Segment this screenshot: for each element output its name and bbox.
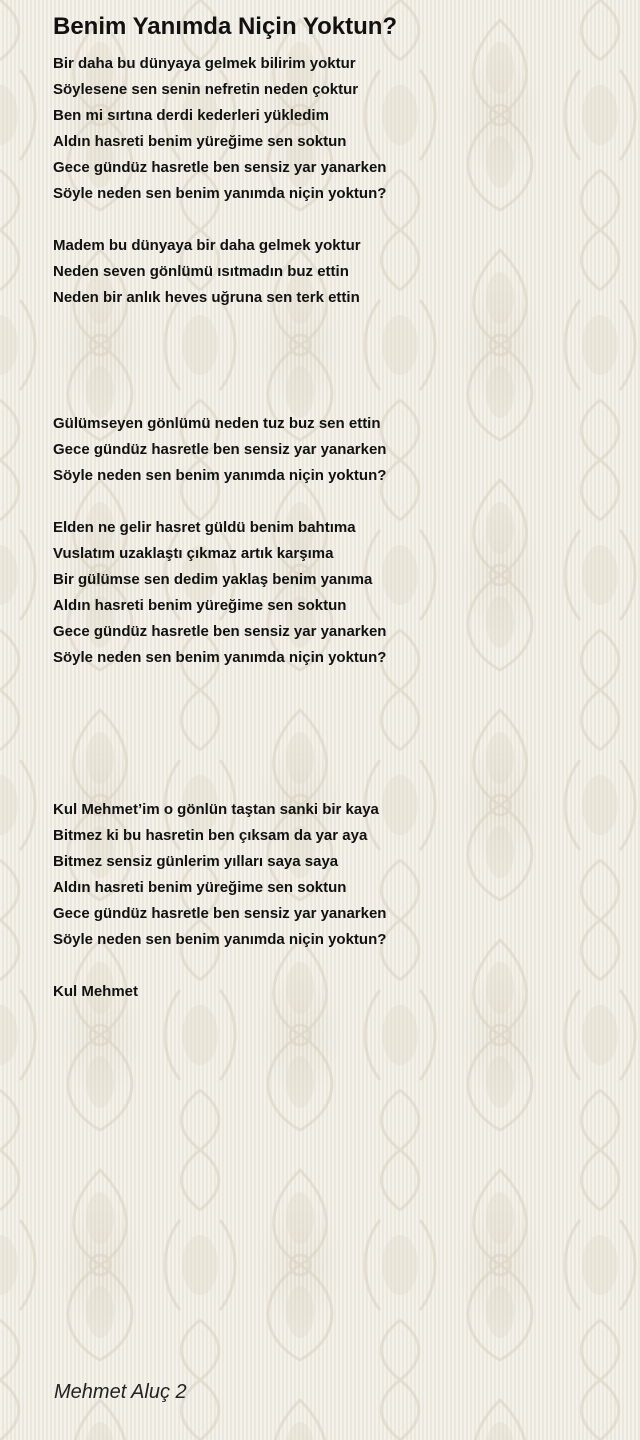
poem-line: Bir daha bu dünyaya gelmek bilirim yoktur — [53, 55, 356, 72]
poem-line: Aldın hasreti benim yüreğime sen soktun — [53, 133, 347, 150]
poem-title: Benim Yanımda Niçin Yoktun? — [53, 13, 398, 40]
poem-line: Söylesene sen senin nefretin neden çoktur — [53, 81, 359, 98]
poem-line: Söyle neden sen benim yanımda niçin yoktun? — [53, 467, 387, 484]
poem-line: Söyle neden sen benim yanımda niçin yoktun? — [53, 185, 387, 202]
poem-line: Vuslatım uzaklaştı çıkmaz artık karşıma — [53, 545, 334, 562]
poem-line: Söyle neden sen benim yanımda niçin yoktun? — [53, 649, 387, 666]
poem-line: Ben mi sırtına derdi kederleri yükledim — [53, 107, 329, 124]
poem-line: Neden seven gönlümü ısıtmadın buz ettin — [53, 263, 349, 280]
poem-line: Bitmez ki bu hasretin ben çıksam da yar aya — [53, 827, 368, 844]
poem-line: Gece gündüz hasretle ben sensiz yar yanarken — [53, 623, 387, 640]
poem-line: Bir gülümse sen dedim yaklaş benim yanıma — [53, 571, 373, 588]
poem-line: Aldın hasreti benim yüreğime sen soktun — [53, 597, 347, 614]
poem-line: Neden bir anlık heves uğruna sen terk ettin — [53, 289, 360, 306]
poem-line: Gülümseyen gönlümü neden tuz buz sen ettin — [53, 415, 381, 432]
poem-line: Madem bu dünyaya bir daha gelmek yoktur — [53, 237, 361, 254]
poem-line: Kul Mehmet’im o gönlün taştan sanki bir kaya — [53, 801, 379, 818]
author-name: Mehmet Aluç 2 — [54, 1381, 187, 1403]
poem-line: Gece gündüz hasretle ben sensiz yar yanarken — [53, 441, 387, 458]
poem-line: Bitmez sensiz günlerim yılları saya saya — [53, 853, 339, 870]
poem-line: Söyle neden sen benim yanımda niçin yoktun? — [53, 931, 387, 948]
poem-signature: Kul Mehmet — [53, 983, 139, 1000]
poem-line: Gece gündüz hasretle ben sensiz yar yanarken — [53, 905, 387, 922]
poem-line: Elden ne gelir hasret güldü benim bahtıma — [53, 519, 356, 536]
poem-line: Gece gündüz hasretle ben sensiz yar yanarken — [53, 159, 387, 176]
poem-line: Aldın hasreti benim yüreğime sen soktun — [53, 879, 347, 896]
